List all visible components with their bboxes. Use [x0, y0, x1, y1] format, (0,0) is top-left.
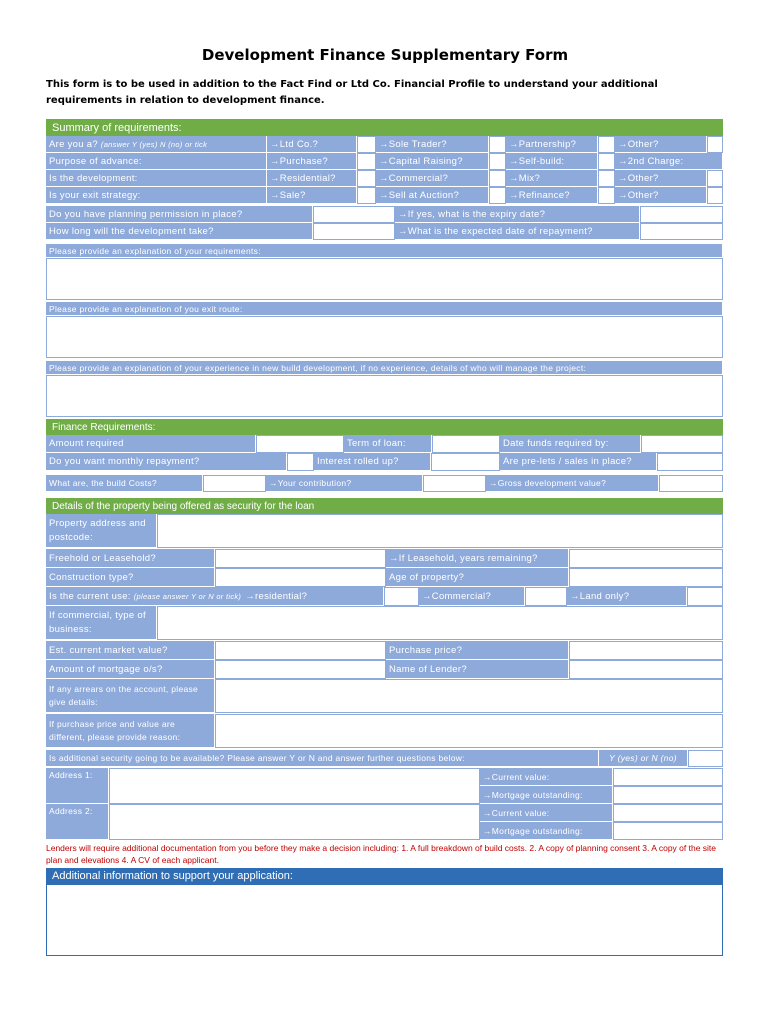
- opt-residential-label: →Residential?: [267, 170, 357, 187]
- documentation-note: Lenders will require additional documentation from you before they make a decision including: 1. A full breakdown of build costs. 2. A copy of planning consent 3. A copy of the site plan and elevations 4. A CV of each applicant.: [46, 843, 717, 865]
- planning-input[interactable]: [313, 206, 395, 223]
- opt-auction-label: →Sell at Auction?: [376, 187, 489, 204]
- is-dev-label: Is the development:: [46, 170, 267, 187]
- opt-capital-input[interactable]: [489, 153, 506, 170]
- lender-input[interactable]: [569, 660, 723, 679]
- opt-other1-label: →Other?: [615, 136, 707, 153]
- arrears-label: If any arrears on the account, please give details:: [46, 679, 215, 713]
- date-funds-label: Date funds required by:: [500, 435, 641, 453]
- opt-partner-input[interactable]: [598, 136, 615, 153]
- additional-info-header: Additional information to support your application:: [46, 868, 723, 884]
- address1-mortgage-label: →Mortgage outstanding:: [480, 786, 613, 804]
- address2-value-input[interactable]: [613, 804, 723, 822]
- how-long-input[interactable]: [313, 223, 395, 240]
- explain-exit-label: Please provide an explanation of you exit route:: [46, 302, 723, 316]
- address1-mortgage-input[interactable]: [613, 786, 723, 804]
- tenure-label: Freehold or Leasehold?: [46, 549, 215, 568]
- opt-sale-input[interactable]: [357, 187, 376, 204]
- opt-selfbuild-label: →Self-build:: [506, 153, 598, 170]
- opt-refinance-label: →Refinance?: [506, 187, 598, 204]
- opt-sole-input[interactable]: [489, 136, 506, 153]
- additional-info-input[interactable]: [46, 884, 723, 956]
- mortgage-label: Amount of mortgage o/s?: [46, 660, 215, 679]
- opt-residential-input[interactable]: [357, 170, 376, 187]
- prelets-label: Are pre-lets / sales in place?: [500, 453, 657, 471]
- opt-other1-input[interactable]: [707, 136, 723, 153]
- how-long-label: How long will the development take?: [46, 223, 313, 240]
- opt-other3-input[interactable]: [707, 187, 723, 204]
- date-funds-input[interactable]: [641, 435, 723, 453]
- business-type-label: If commercial, type of business:: [46, 606, 157, 640]
- construction-input[interactable]: [215, 568, 386, 587]
- gdv-label: →Gross development value?: [486, 475, 659, 492]
- yes-no-hint: Y (yes) or N (no): [599, 750, 688, 767]
- lease-years-label: →If Leasehold, years remaining?: [386, 549, 569, 568]
- price-diff-input[interactable]: [215, 714, 723, 748]
- opt-purchase-input[interactable]: [357, 153, 376, 170]
- address1-value-label: →Current value:: [480, 768, 613, 786]
- contribution-input[interactable]: [423, 475, 486, 492]
- address2-value-label: →Current value:: [480, 804, 613, 822]
- market-value-input[interactable]: [215, 641, 386, 660]
- opt-refinance-input[interactable]: [598, 187, 615, 204]
- opt-charge-label: →2nd Charge:: [615, 153, 723, 170]
- amount-input[interactable]: [256, 435, 344, 453]
- opt-purchase-label: →Purchase?: [267, 153, 357, 170]
- page-title: Development Finance Supplementary Form: [201, 46, 569, 64]
- commercial-label: →Commercial?: [419, 587, 525, 606]
- address2-mortgage-input[interactable]: [613, 822, 723, 840]
- additional-security-question: Is additional security going to be available? Please answer Y or N and answer further questions below:: [46, 750, 599, 767]
- opt-mix-label: →Mix?: [506, 170, 598, 187]
- monthly-label: Do you want monthly repayment?: [46, 453, 287, 471]
- build-costs-input[interactable]: [203, 475, 266, 492]
- opt-auction-input[interactable]: [489, 187, 506, 204]
- explain-req-label: Please provide an explanation of your requirements:: [46, 244, 723, 258]
- term-input[interactable]: [432, 435, 500, 453]
- finance-header: Finance Requirements:: [46, 419, 723, 435]
- land-label: →Land only?: [567, 587, 687, 606]
- contribution-label: →Your contribution?: [266, 475, 423, 492]
- lender-label: Name of Lender?: [386, 660, 569, 679]
- construction-label: Construction type?: [46, 568, 215, 587]
- age-label: Age of property?: [386, 568, 569, 587]
- build-costs-label: What are, the build Costs?: [46, 475, 203, 492]
- opt-partner-label: →Partnership?: [506, 136, 598, 153]
- address1-input[interactable]: [109, 768, 480, 804]
- address2-label: Address 2:: [46, 804, 109, 840]
- purpose-label: Purpose of advance:: [46, 153, 267, 170]
- opt-mix-input[interactable]: [598, 170, 615, 187]
- address-label: Property address and postcode:: [46, 514, 157, 548]
- opt-ltd-input[interactable]: [357, 136, 376, 153]
- opt-other2-label: →Other?: [615, 170, 707, 187]
- opt-sole-label: →Sole Trader?: [376, 136, 489, 153]
- prelets-input[interactable]: [657, 453, 723, 471]
- additional-security-input[interactable]: [688, 750, 723, 767]
- rolled-label: Interest rolled up?: [314, 453, 431, 471]
- opt-sale-label: →Sale?: [267, 187, 357, 204]
- tenure-input[interactable]: [215, 549, 386, 568]
- expiry-input[interactable]: [640, 206, 723, 223]
- lease-years-input[interactable]: [569, 549, 723, 568]
- expiry-label: →If yes, what is the expiry date?: [395, 206, 640, 223]
- market-value-label: Est. current market value?: [46, 641, 215, 660]
- opt-other3-label: →Other?: [615, 187, 707, 204]
- explain-req-input[interactable]: [46, 258, 723, 300]
- opt-capital-label: →Capital Raising?: [376, 153, 489, 170]
- address1-label: Address 1:: [46, 768, 109, 804]
- land-input[interactable]: [687, 587, 723, 606]
- amount-label: Amount required: [46, 435, 256, 453]
- age-input[interactable]: [569, 568, 723, 587]
- business-type-input[interactable]: [157, 606, 723, 640]
- summary-header: Summary of requirements:: [46, 119, 723, 136]
- exit-label: Is your exit strategy:: [46, 187, 267, 204]
- repay-date-label: →What is the expected date of repayment?: [395, 223, 640, 240]
- price-diff-label: If purchase price and value are different, please provide reason:: [46, 714, 215, 748]
- commercial-input[interactable]: [525, 587, 567, 606]
- gdv-input[interactable]: [659, 475, 723, 492]
- monthly-input[interactable]: [287, 453, 314, 471]
- are-you-label: Are you a? (answer Y (yes) N (no) or tick: [46, 136, 267, 153]
- address2-mortgage-label: →Mortgage outstanding:: [480, 822, 613, 840]
- address1-value-input[interactable]: [613, 768, 723, 786]
- mortgage-input[interactable]: [215, 660, 386, 679]
- intro-text: This form is to be used in addition to the Fact Find or Ltd Co. Financial Profile to understand your additional requirements in relation to development finance.: [46, 79, 658, 106]
- explain-exp-label: Please provide an explanation of your experience in new build development, if no experience, details of who will manage the project:: [46, 361, 723, 375]
- current-use-label: Is the current use: (please answer Y or N or tick) →residential?: [46, 587, 384, 606]
- opt-ltd-label: →Ltd Co.?: [267, 136, 357, 153]
- purchase-price-label: Purchase price?: [386, 641, 569, 660]
- explain-exp-input[interactable]: [46, 375, 723, 417]
- rolled-input[interactable]: [431, 453, 500, 471]
- opt-commercial-input[interactable]: [489, 170, 506, 187]
- arrears-input[interactable]: [215, 679, 723, 713]
- opt-other2-input[interactable]: [707, 170, 723, 187]
- opt-commercial-label: →Commercial?: [376, 170, 489, 187]
- address2-input[interactable]: [109, 804, 480, 840]
- planning-label: Do you have planning permission in place?: [46, 206, 313, 223]
- explain-exit-input[interactable]: [46, 316, 723, 358]
- property-header: Details of the property being offered as security for the loan: [46, 498, 723, 514]
- repay-date-input[interactable]: [640, 223, 723, 240]
- term-label: Term of loan:: [344, 435, 432, 453]
- residential-input[interactable]: [384, 587, 419, 606]
- address-input[interactable]: [157, 514, 723, 548]
- purchase-price-input[interactable]: [569, 641, 723, 660]
- opt-selfbuild-input[interactable]: [598, 153, 615, 170]
